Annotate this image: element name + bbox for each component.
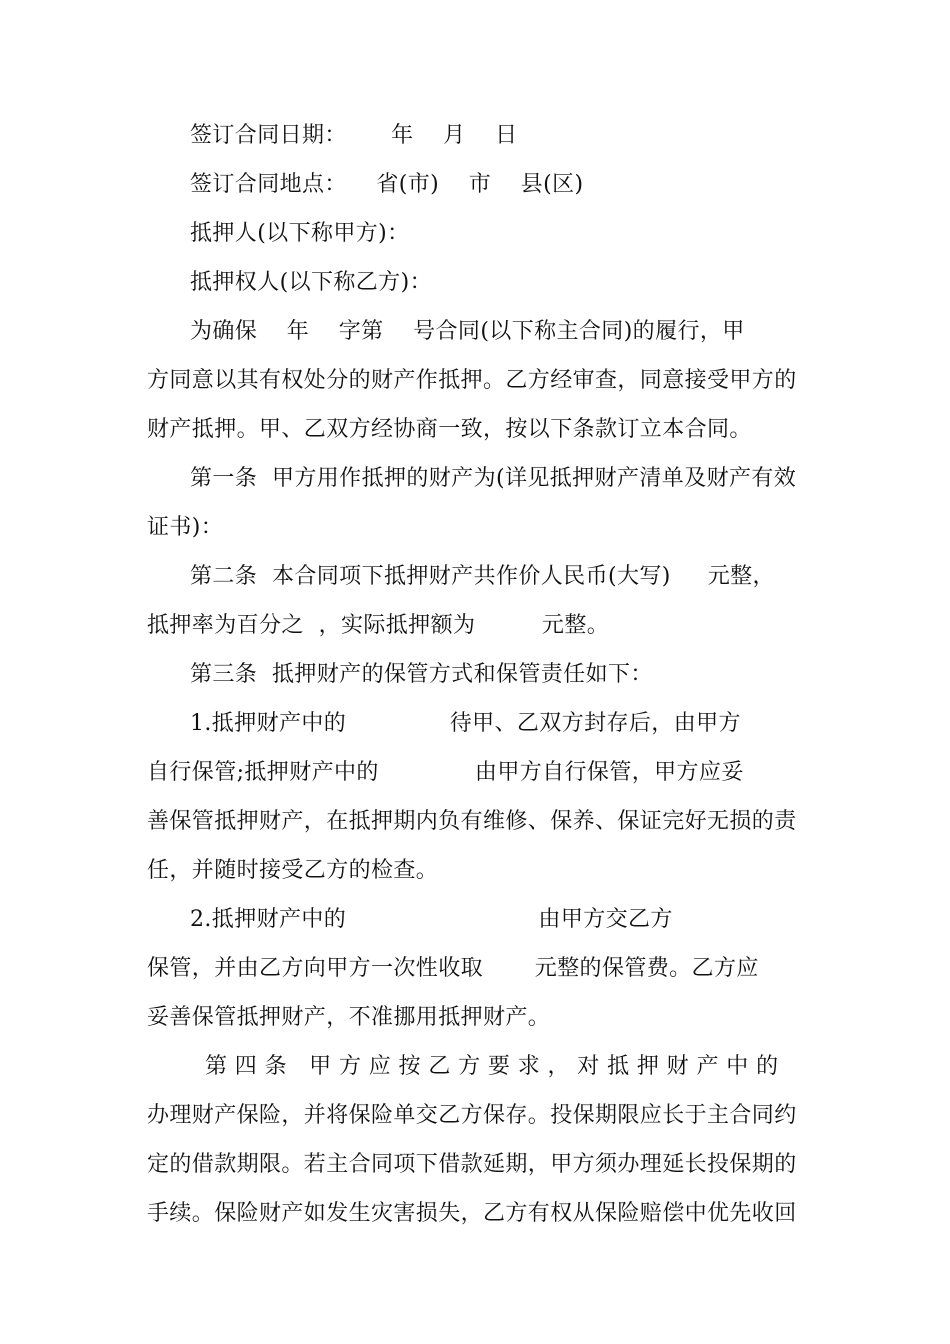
article-1-line-2: 证书)： [147, 515, 224, 540]
article-4-line-2: 办理财产保险，并将保险单交乙方保存。投保期限应长于主合同约 [147, 1103, 797, 1128]
article-3-item-1-line-1: 1.抵押财产中的 待甲、乙双方封存后，由甲方 [190, 711, 741, 736]
article-3-item-1-line-3: 善保管抵押财产，在抵押期内负有维修、保养、保证完好无损的责 [147, 809, 797, 834]
article-4-line-1: 第 四 条 甲 方 应 按 乙 方 要 求 ， 对 抵 押 财 产 中 的 [205, 1054, 779, 1079]
mortgagor-line: 抵押人(以下称甲方)： [190, 221, 410, 246]
article-3-item-2-line-2: 保管，并由乙方向甲方一次性收取 元整的保管费。乙方应 [147, 956, 759, 981]
article-4-line-3: 定的借款期限。若主合同项下借款延期，甲方须办理延长投保期的 [147, 1152, 797, 1177]
preamble-line-2: 方同意以其有权处分的财产作抵押。乙方经审查，同意接受甲方的 [147, 368, 797, 393]
article-3-item-1-line-4: 任，并随时接受乙方的检查。 [147, 858, 439, 883]
article-4-line-4: 手续。保险财产如发生灾害损失，乙方有权从保险赔偿中优先收回 [147, 1201, 797, 1226]
preamble-line-1: 为确保 年 字第 号合同(以下称主合同)的履行，甲 [190, 319, 745, 344]
article-1-line-1: 第一条 甲方用作抵押的财产为(详见抵押财产清单及财产有效 [190, 466, 797, 491]
signing-place-line: 签订合同地点： 省(市) 市 县(区) [190, 172, 584, 197]
mortgagee-line: 抵押权人(以下称乙方)： [190, 270, 432, 295]
preamble-line-3: 财产抵押。甲、乙双方经协商一致，按以下条款订立本合同。 [147, 417, 752, 442]
article-3-item-1-line-2: 自行保管;抵押财产中的 由甲方自行保管，甲方应妥 [147, 760, 744, 785]
signing-date-line: 签订合同日期： 年 月 日 [190, 123, 518, 148]
article-3-item-2-line-1: 2.抵押财产中的 由甲方交乙方 [190, 907, 673, 932]
article-3-item-2-line-3: 妥善保管抵押财产，不准挪用抵押财产。 [147, 1005, 551, 1030]
article-3-heading: 第三条 抵押财产的保管方式和保管责任如下： [190, 662, 653, 687]
article-2-line-1: 第二条 本合同项下抵押财产共作价人民币(大写) 元整， [190, 564, 775, 589]
article-2-line-2: 抵押率为百分之 ，实际抵押额为 元整。 [147, 613, 610, 638]
